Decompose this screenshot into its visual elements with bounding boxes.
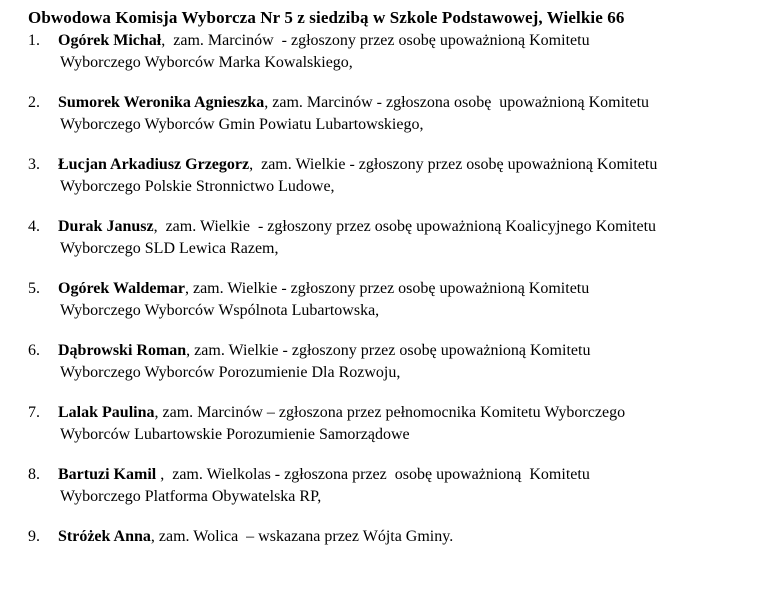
- member-name: Dąbrowski Roman: [58, 342, 187, 359]
- item-number: 3.: [28, 156, 40, 173]
- item-line-1: [58, 404, 625, 422]
- member-name: Durak Janusz: [58, 218, 154, 235]
- member-details: , zam. Wielkie - zgłoszony przez osobę upoważnioną Komitetu: [184, 280, 590, 297]
- list-item-8: [0, 466, 760, 528]
- member-details: , zam. Wielkie - zgłoszony przez osobę upoważnioną Komitetu: [249, 156, 658, 173]
- member-details: , zam. Wielkie - zgłoszony przez osobę upoważnioną Komitetu: [186, 342, 591, 359]
- item-line-1: [58, 32, 590, 50]
- member-name: Lalak Paulina: [58, 404, 155, 421]
- list-item-6: [0, 342, 760, 404]
- member-name: Ogórek Waldemar: [58, 280, 185, 297]
- member-name: Łucjan Arkadiusz Grzegorz: [58, 156, 250, 173]
- item-number: 6.: [28, 342, 40, 359]
- list-item-3: [0, 156, 760, 218]
- list-item-1: [0, 32, 760, 94]
- item-number: 1.: [28, 32, 40, 49]
- item-line-2: Wyborczego Platforma Obywatelska RP,: [60, 488, 322, 505]
- item-line-2: Wyborczego Wyborców Wspólnota Lubartowska,: [60, 302, 380, 319]
- member-list: [0, 32, 760, 590]
- item-line-2: Wyborczego Wyborców Porozumienie Dla Rozwoju,: [60, 364, 401, 381]
- list-item-7: [0, 404, 760, 466]
- item-number: 9.: [28, 528, 40, 545]
- list-item-9: [0, 528, 760, 590]
- item-line-2: Wyborczego Wyborców Marka Kowalskiego,: [60, 54, 353, 71]
- item-line-2: Wyborczego Polskie Stronnictwo Ludowe,: [60, 178, 335, 195]
- member-name: Sumorek Weronika Agnieszka: [58, 94, 265, 111]
- list-item-4: [0, 218, 760, 280]
- item-line-1: [58, 280, 589, 298]
- item-line-1: [58, 218, 656, 236]
- item-line-2: Wyborców Lubartowskie Porozumienie Samorządowe: [60, 426, 410, 443]
- item-number: 8.: [28, 466, 40, 483]
- member-details: , zam. Marcinów – zgłoszona przez pełnomocnika Komitetu Wyborczego: [154, 404, 626, 421]
- item-line-1: [58, 466, 590, 484]
- item-number: 7.: [28, 404, 40, 421]
- member-name: Ogórek Michał: [58, 32, 162, 49]
- member-details: , zam. Wielkie - zgłoszony przez osobę upoważnioną Koalicyjnego Komitetu: [153, 218, 657, 235]
- member-name: Bartuzi Kamil: [58, 466, 161, 483]
- member-details: , zam. Wolica – wskazana przez Wójta Gminy.: [150, 528, 454, 545]
- item-number: 5.: [28, 280, 40, 297]
- member-name: Stróżek Anna: [58, 528, 151, 545]
- item-line-2: Wyborczego Wyborców Gmin Powiatu Lubartowskiego,: [60, 116, 424, 133]
- item-line-1: [58, 94, 649, 112]
- list-item-5: [0, 280, 760, 342]
- item-number: 4.: [28, 218, 40, 235]
- document-title: Obwodowa Komisja Wyborcza Nr 5 z siedzibą w Szkole Podstawowej, Wielkie 66: [28, 8, 625, 27]
- item-line-1: [58, 528, 453, 546]
- item-number: 2.: [28, 94, 40, 111]
- item-line-2: Wyborczego SLD Lewica Razem,: [60, 240, 279, 257]
- member-details: , zam. Marcinów - zgłoszony przez osobę upoważnioną Komitetu: [161, 32, 590, 49]
- item-line-1: [58, 156, 657, 174]
- member-details: , zam. Marcinów - zgłoszona osobę upoważnioną Komitetu: [264, 94, 650, 111]
- item-line-1: [58, 342, 590, 360]
- list-item-2: [0, 94, 760, 156]
- member-details: , zam. Wielkolas - zgłoszona przez osobę upoważnioną Komitetu: [160, 466, 590, 483]
